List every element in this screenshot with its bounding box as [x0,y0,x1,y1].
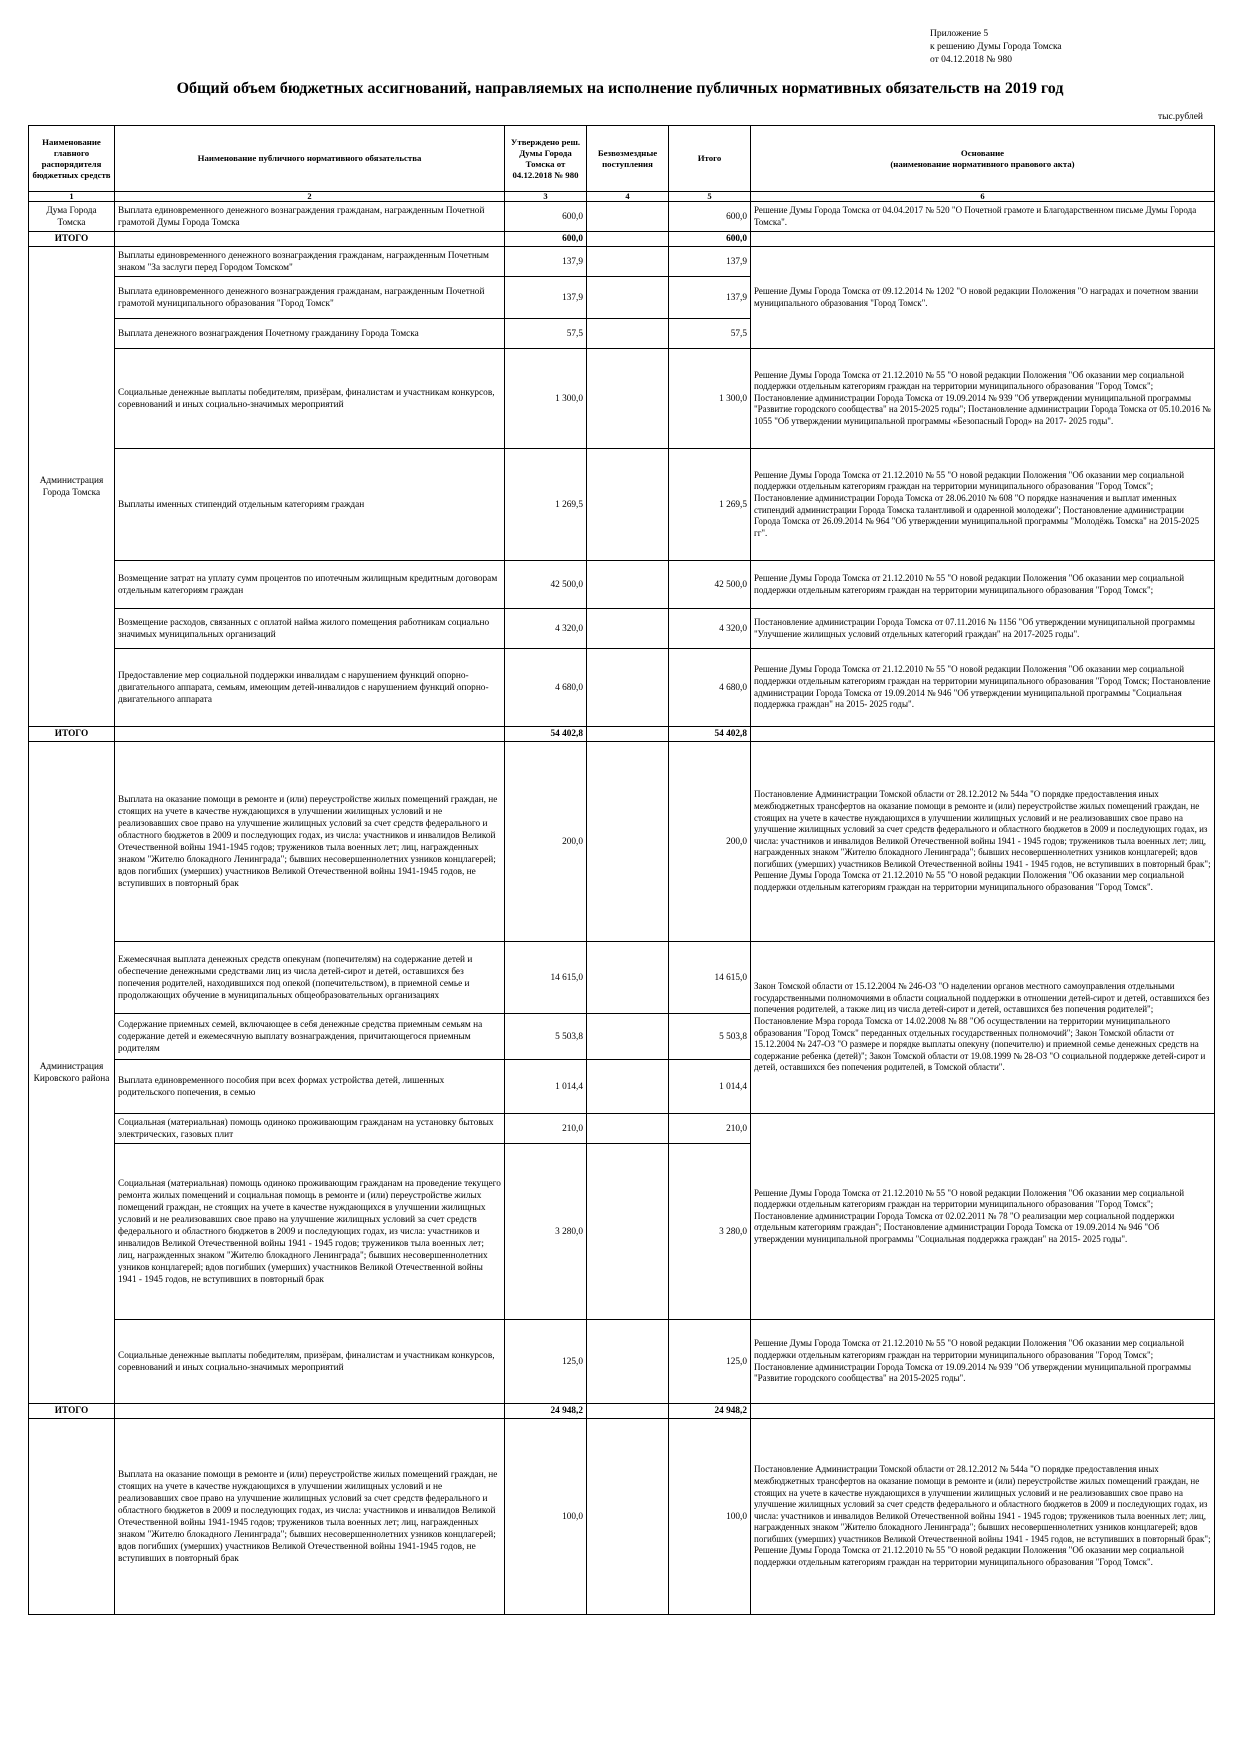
appendix-line: от 04.12.2018 № 980 [930,55,1012,65]
obligation-cell [115,1404,505,1419]
basis-cell: Закон Томской области от 15.12.2004 № 246-ОЗ "О наделении органов местного самоуправления отдельными государственными полномочиями в области социальной поддержки в отношении детей-сирот и детей, оставшихся без попечения родителей, а также лиц из числа детей-сирот и детей, оставшихся без попечения родителей"; Постановление Мэра города Томска от 14.02.2008 № 88 "Об осуществлении на территории муниципального образования "Город Томск" переданных отдельных государственных полномочий"; Закон Томской области от 15.12.2004 № 247-ОЗ "О размере и порядке выплаты опекуну (попечителю) и приемной семье денежных средств на содержание ребенка (детей)"; Закон Томской области от 19.08.1999 № 28-ОЗ "О социальной поддержке детей-сирот и детей, оставшихся без попечения родителей, в Томской области". [751,942,1215,1114]
total-cell: 5 503,8 [669,1014,751,1060]
approved-cell: 14 615,0 [505,942,587,1014]
approved-cell: 137,9 [505,277,587,319]
obligation-cell: Возмещение затрат на уплату сумм процентов по ипотечным жилищным кредитным договорам отдельным категориям граждан [115,561,505,609]
basis-cell [751,1404,1215,1419]
approved-cell: 42 500,0 [505,561,587,609]
approved-cell: 600,0 [505,202,587,232]
approved-cell: 3 280,0 [505,1144,587,1320]
total-cell: 14 615,0 [669,942,751,1014]
table-row [29,609,1215,649]
manager-name: Администрация Кировского района [29,742,115,1404]
basis-cell: Решение Думы Города Томска от 21.12.2010 № 55 "О новой редакции Положения "Об оказании мер социальной поддержки отдельным категориям граждан на территории муниципального образования "Город Томск"; Постановление администрации Города Томска от 02.02.2011 № 78 "О реализации мер социальной поддержки отдельным категориям граждан"; Постановление администрации Города Томска от 19.09.2014 № 946 "Об утверждении муниципальной программы "Социальная поддержка граждан" на 2015- 2025 годы". [751,1114,1215,1320]
grants-cell [587,742,669,942]
manager-name: Дума Города Томска [29,202,115,232]
obligation-cell [115,232,505,247]
total-cell: 210,0 [669,1114,751,1144]
approved-cell: 200,0 [505,742,587,942]
total-cell: 137,9 [669,277,751,319]
obligation-cell: Возмещение расходов, связанных с оплатой найма жилого помещения работникам социально значимых муниципальных организаций [115,609,505,649]
basis-cell: Решение Думы Города Томска от 21.12.2010 № 55 "О новой редакции Положения "Об оказании мер социальной поддержки отдельным категориям граждан на территории муниципального образования "Город Томск"; Постановление администрации Города Томска от 19.09.2014 № 939 "Об утверждении муниципальной программы "Развитие городского сообщества" на 2015-2025 годы". [751,1320,1215,1404]
header-obligation: Наименование публичного нормативного обязательства [115,126,505,192]
table-row [29,449,1215,561]
obligation-cell: Содержание приемных семей, включающее в себя денежные средства приемным семьям на содержание детей и ежемесячную выплату вознаграждения, причитающегося приемным родителям [115,1014,505,1060]
column-number: 6 [751,192,1215,202]
table-row [29,202,1215,232]
header-grants: Безвозмездные поступления [587,126,669,192]
grants-cell [587,319,669,349]
grants-cell [587,202,669,232]
obligation-cell [115,727,505,742]
obligation-cell: Ежемесячная выплата денежных средств опекунам (попечителям) на содержание детей и обеспечение денежными средствами лиц из числа детей-сирот и детей, оставшихся без попечения родителей, находившихся под опекой (попечительством), в приемной семье и продолжающих обучение в муниципальных общеобразовательных организациях [115,942,505,1014]
total-cell: 1 014,4 [669,1060,751,1114]
appendix-note [930,28,1062,67]
total-row [29,727,1215,742]
total-cell: 100,0 [669,1419,751,1615]
total-cell: 54 402,8 [669,727,751,742]
total-label: ИТОГО [29,232,115,247]
basis-cell: Постановление администрации Города Томска от 07.11.2016 № 1156 "Об утверждении муниципальной программы "Улучшение жилищных условий отдельных категорий граждан" на 2017-2025 годы". [751,609,1215,649]
total-cell: 4 320,0 [669,609,751,649]
grants-cell [587,649,669,727]
grants-cell [587,232,669,247]
total-cell: 200,0 [669,742,751,942]
approved-cell: 5 503,8 [505,1014,587,1060]
total-row [29,1404,1215,1419]
total-cell: 600,0 [669,232,751,247]
header-basis-subtitle: (наименование нормативного правового акта) [890,158,1075,169]
approved-cell: 1 269,5 [505,449,587,561]
obligation-cell: Социальные денежные выплаты победителям, призёрам, финалистам и участникам конкурсов, соревнований и иных социально-значимых мероприятий [115,349,505,449]
total-label: ИТОГО [29,727,115,742]
grants-cell [587,1320,669,1404]
grants-cell [587,449,669,561]
basis-cell: Постановление Администрации Томской области от 28.12.2012 № 544а "О порядке предоставления иных межбюджетных трансфертов на оказание помощи в ремонте и (или) переустройстве жилых помещений граждан, не стоящих на учете в качестве нуждающихся в улучшении жилищных условий и не реализовавших свое право на улучшение жилищных условий за счет средств федерального и областного бюджетов в 2009 и последующих годах, из числа: участников и инвалидов Великой Отечественной войны 1941 - 1945 годов; тружеников тыла военных лет; лиц, награжденных знаком "Жителю блокадного Ленинграда"; бывших несовершеннолетних узников концлагерей; вдов погибших (умерших) участников Великой Отечественной войны 1941 - 1945 годов, не вступивших в повторный брак"; Решение Думы Города Томска от 21.12.2010 № 55 "О новой редакции Положения "Об оказании мер социальной поддержки отдельным категориям граждан на территории муниципального образования "Город Томск". [751,742,1215,942]
manager-name: Администрация Города Томска [29,247,115,727]
obligation-cell: Выплаты именных стипендий отдельным категориям граждан [115,449,505,561]
approved-cell: 24 948,2 [505,1404,587,1419]
table-row [29,649,1215,727]
basis-cell: Решение Думы Города Томска от 21.12.2010 № 55 "О новой редакции Положения "Об оказании мер социальной поддержки отдельным категориям граждан на территории муниципального образования "Город Томск"; Постановление администрации Города Томска от 28.06.2010 № 608 "О порядке назначения и выплат именных стипендий администрации Города Томска талантливой и одаренной молодежи"; Постановление администрации Города Томска от 26.09.2014 № 964 "Об утверждении муниципальной программы "Молодёжь Томска" на 2015-2025 гг". [751,449,1215,561]
approved-cell: 57,5 [505,319,587,349]
basis-cell: Постановление Администрации Томской области от 28.12.2012 № 544а "О порядке предоставления иных межбюджетных трансфертов на оказание помощи в ремонте и (или) переустройстве жилых помещений граждан, не стоящих на учете в качестве нуждающихся в улучшении жилищных условий и не реализовавших свое право на улучшение жилищных условий за счет средств федерального и областного бюджетов в 2009 и последующих годах, из числа: участников и инвалидов Великой Отечественной войны 1941 - 1945 годов; тружеников тыла военных лет; лиц, награжденных знаком "Жителю блокадного Ленинграда"; бывших несовершеннолетних узников концлагерей; вдов погибших (умерших) участников Великой Отечественной войны 1941 - 1945 годов, не вступивших в повторный брак"; Решение Думы Города Томска от 21.12.2010 № 55 "О новой редакции Положения "Об оказании мер социальной поддержки отдельным категориям граждан на территории муниципального образования "Город Томск". [751,1419,1215,1615]
approved-cell: 600,0 [505,232,587,247]
basis-cell: Решение Думы Города Томска от 04.04.2017 № 520 "О Почетной грамоте и Благодарственном письме Думы Города Томска". [751,202,1215,232]
header-basis [751,126,1215,192]
header-manager: Наименование главного распорядителя бюджетных средств [29,126,115,192]
appendix-line: к решению Думы Города Томска [930,42,1062,52]
grants-cell [587,1114,669,1144]
total-cell: 3 280,0 [669,1144,751,1320]
total-cell: 24 948,2 [669,1404,751,1419]
approved-cell: 4 320,0 [505,609,587,649]
total-cell: 137,9 [669,247,751,277]
obligation-cell: Выплата на оказание помощи в ремонте и (или) переустройстве жилых помещений граждан, не стоящих на учете в качестве нуждающихся в улучшении жилищных условий и не реализовавших свое право на улучшение жилищных условий за счет средств федерального и областного бюджетов в 2009 и последующих годах, из числа: участников и инвалидов Великой Отечественной войны 1941-1945 годов; тружеников тыла военных лет; лиц, награжденных знаком "Жителю блокадного Ленинграда"; бывших несовершеннолетних узников концлагерей; вдов погибших (умерших) участников Великой Отечественной войны 1941-1945 годов, не вступивших в повторный брак [115,742,505,942]
table-row [29,742,1215,942]
column-number: 3 [505,192,587,202]
approved-cell: 4 680,0 [505,649,587,727]
grants-cell [587,561,669,609]
table-row [29,1114,1215,1144]
grants-cell [587,349,669,449]
table-row [29,349,1215,449]
header-total: Итого [669,126,751,192]
table-row [29,1419,1215,1615]
table-row [29,561,1215,609]
obligation-cell: Социальная (материальная) помощь одиноко проживающим гражданам на проведение текущего ремонта жилых помещений и социальная помощь в ремонте и (или) переустройстве жилых помещений граждан, не стоящих на учете в качестве нуждающихся в улучшении жилищных условий и не реализовавших свое право на улучшение жилищных условий за счет средств федерального и областного бюджетов в 2009 и последующих годах, из числа: участников и инвалидов Великой Отечественной войны 1941 - 1945 годов; тружеников тыла военных лет; лиц, награжденных знаком "Жителю блокадного Ленинграда"; бывших несовершеннолетних узников концлагерей; вдов погибших (умерших) участников Великой Отечественной войны 1941 - 1945 годов, не вступивших в повторный брак [115,1144,505,1320]
obligation-cell: Выплата единовременного денежного вознаграждения гражданам, награжденным Почетной грамотой муниципального образования "Город Томск" [115,277,505,319]
total-cell: 57,5 [669,319,751,349]
total-cell: 600,0 [669,202,751,232]
grants-cell [587,1419,669,1615]
header-approved: Утверждено реш. Думы Города Томска от 04.12.2018 № 980 [505,126,587,192]
document-title: Общий объем бюджетных ассигнований, направляемых на исполнение публичных нормативных обязательств на 2019 год [176,80,1064,97]
basis-cell: Решение Думы Города Томска от 21.12.2010 № 55 "О новой редакции Положения "Об оказании мер социальной поддержки отдельным категориям граждан на территории муниципального образования "Город Томск; Постановление администрации Города Томска от 19.09.2014 № 946 "Об утверждении муниципальной программы "Социальная поддержка граждан" на 2015- 2025 годы". [751,649,1215,727]
header-basis-title: Основание [960,147,1005,158]
table-row [29,1320,1215,1404]
grants-cell [587,1014,669,1060]
basis-cell: Решение Думы Города Томска от 09.12.2014 № 1202 "О новой редакции Положения "О наградах и почетном звании муниципального образования "Город Томск". [751,247,1215,349]
basis-cell [751,727,1215,742]
column-number: 4 [587,192,669,202]
approved-cell: 54 402,8 [505,727,587,742]
grants-cell [587,1060,669,1114]
approved-cell: 210,0 [505,1114,587,1144]
total-label: ИТОГО [29,1404,115,1419]
approved-cell: 1 014,4 [505,1060,587,1114]
grants-cell [587,727,669,742]
basis-cell: Решение Думы Города Томска от 21.12.2010 № 55 "О новой редакции Положения "Об оказании мер социальной поддержки отдельным категориям граждан на территории муниципального образования "Город Томск"; Постановление администрации Города Томска от 19.09.2014 № 939 "Об утверждении муниципальной программы "Развитие городского сообщества" на 2015-2025 годы"; Постановление администрации Города Томска от 05.10.2016 № 1055 "Об утверждении муниципальной программы «Безопасный Город» на 2017- 2025 годы". [751,349,1215,449]
approved-cell: 100,0 [505,1419,587,1615]
obligation-cell: Социальная (материальная) помощь одиноко проживающим гражданам на установку бытовых электрических, газовых плит [115,1114,505,1144]
grants-cell [587,277,669,319]
grants-cell [587,942,669,1014]
total-cell: 4 680,0 [669,649,751,727]
appendix-line: Приложение 5 [930,29,989,39]
obligation-cell: Выплата на оказание помощи в ремонте и (или) переустройстве жилых помещений граждан, не стоящих на учете в качестве нуждающихся в улучшении жилищных условий и не реализовавших свое право на улучшение жилищных условий за счет средств федерального и областного бюджетов в 2009 и последующих годах, из числа: участников и инвалидов Великой Отечественной войны 1941-1945 годов; тружеников тыла военных лет; лиц, награжденных знаком "Жителю блокадного Ленинграда"; бывших несовершеннолетних узников концлагерей; вдов погибших (умерших) участников Великой Отечественной войны 1941-1945 годов, не вступивших в повторный брак [115,1419,505,1615]
table-row [29,942,1215,1014]
basis-cell: Решение Думы Города Томска от 21.12.2010 № 55 "О новой редакции Положения "Об оказании мер социальной поддержки отдельным категориям граждан на территории муниципального образования "Город Томск"; [751,561,1215,609]
total-cell: 1 300,0 [669,349,751,449]
table-row [29,247,1215,277]
obligation-cell: Выплаты единовременного денежного вознаграждения гражданам, награжденным Почетным знаком "За заслуги перед Городом Томском" [115,247,505,277]
obligation-cell: Выплата единовременного денежного вознаграждения гражданам, награжденным Почетной грамотой Думы Города Томска [115,202,505,232]
obligation-cell: Выплата единовременного пособия при всех формах устройства детей, лишенных родительского попечения, в семью [115,1060,505,1114]
approved-cell: 1 300,0 [505,349,587,449]
obligation-cell: Социальные денежные выплаты победителям, призёрам, финалистам и участникам конкурсов, соревнований и иных социально-значимых мероприятий [115,1320,505,1404]
column-number: 1 [29,192,115,202]
basis-cell [751,232,1215,247]
manager-name [29,1419,115,1615]
approved-cell: 125,0 [505,1320,587,1404]
obligations-table [28,125,1215,1615]
grants-cell [587,1404,669,1419]
grants-cell [587,247,669,277]
units-label: тыс.рублей [1158,112,1204,122]
approved-cell: 137,9 [505,247,587,277]
total-row [29,232,1215,247]
grants-cell [587,1144,669,1320]
grants-cell [587,609,669,649]
total-cell: 42 500,0 [669,561,751,609]
obligation-cell: Выплата денежного вознаграждения Почетному гражданину Города Томска [115,319,505,349]
column-number: 2 [115,192,505,202]
obligation-cell: Предоставление мер социальной поддержки инвалидам с нарушением функций опорно-двигательного аппарата, семьям, имеющим детей-инвалидов с нарушением функций опорно-двигательного аппарата [115,649,505,727]
total-cell: 125,0 [669,1320,751,1404]
column-number: 5 [669,192,751,202]
total-cell: 1 269,5 [669,449,751,561]
